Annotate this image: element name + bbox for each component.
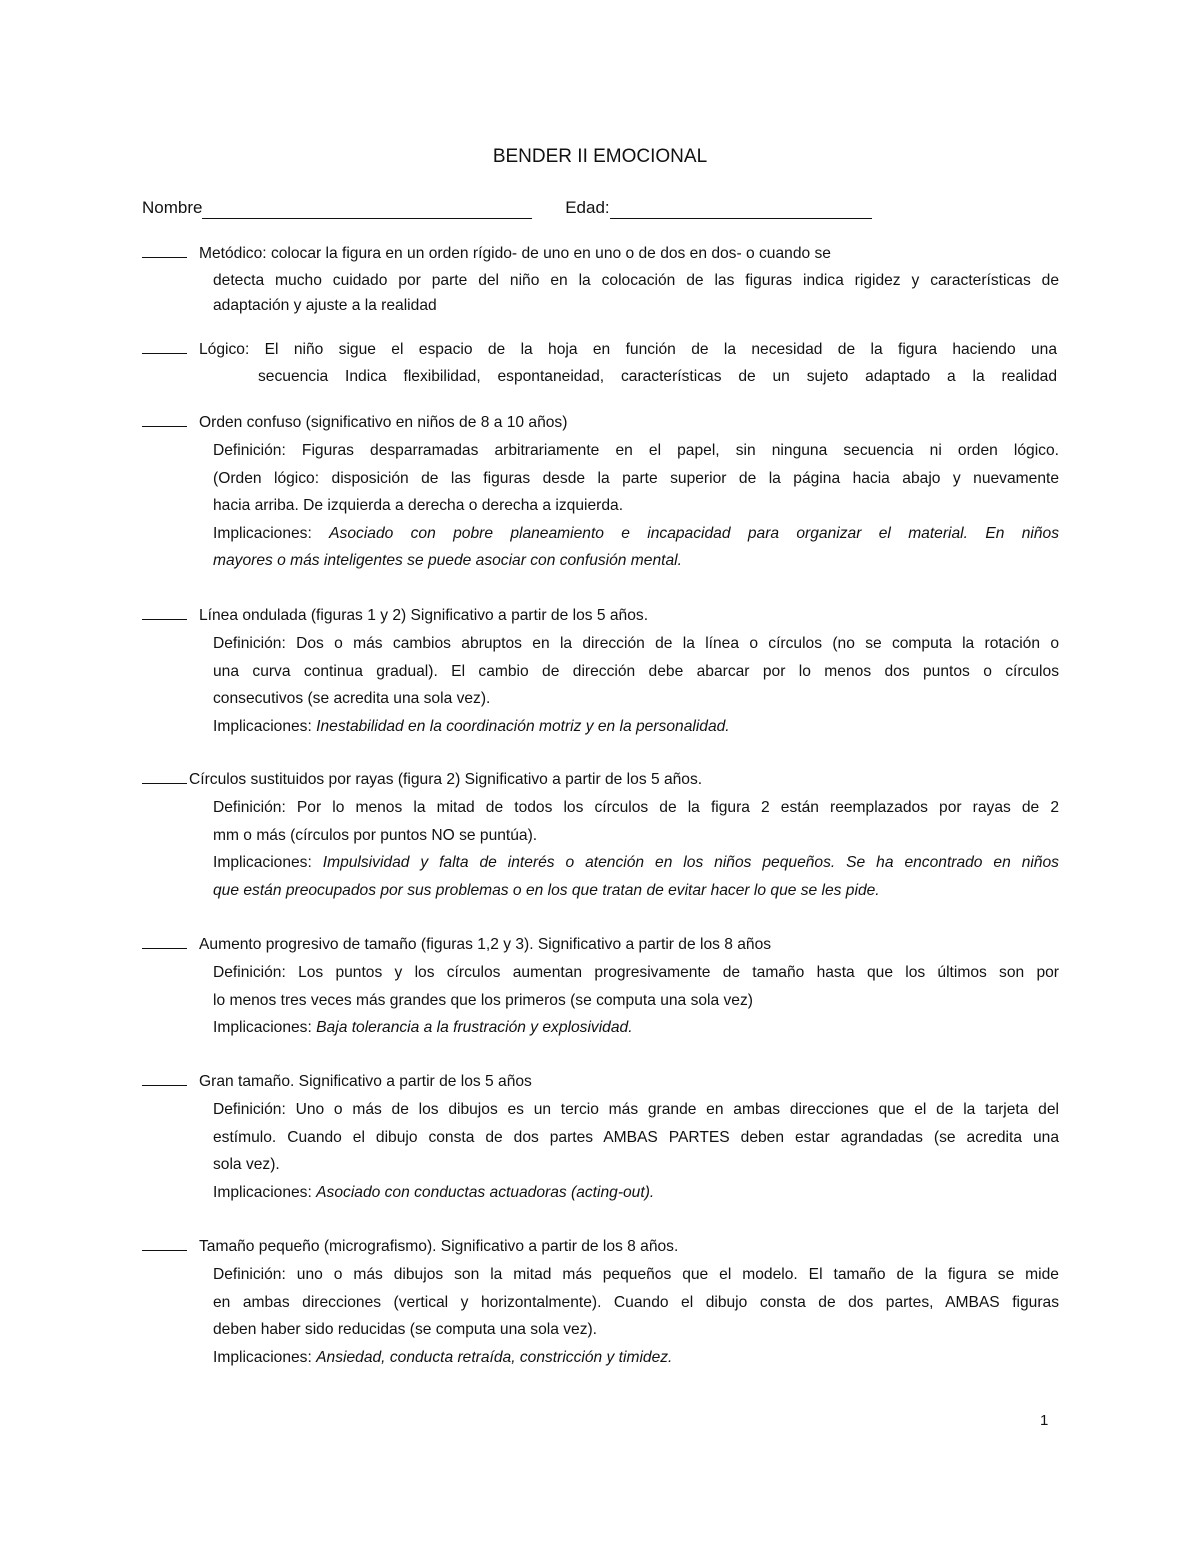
item-metodico [142,240,1059,318]
implications-label: Implicaciones: [213,854,312,871]
item-head: Tamaño pequeño (micrografismo). Significativo a partir de los 8 años. [199,1238,679,1255]
item-head: Aumento progresivo de tamaño (figuras 1,2 y 3). Significativo a partir de los 8 años [199,936,772,953]
item-linea-ondulada [142,602,1059,740]
item-aumento-progresivo [142,931,1059,1042]
name-age-line [142,197,872,219]
definition-text: consecutivos (se acredita una sola vez). [213,690,491,707]
page-number: 1 [1040,1412,1049,1429]
item-head: Metódico: colocar la figura en un orden rígido- de uno en uno o de dos en dos- o cuando se [199,245,831,262]
age-label: Edad: [565,198,610,217]
item-line: detecta mucho cuidado por parte del niño en la colocación de las figuras indica rigidez y características de [213,272,1059,289]
item-circulos-sustituidos [142,766,1059,904]
item-tamano-pequeno [142,1233,1059,1371]
definition-text: Dos o más cambios abruptos en la dirección de la línea o círculos (no se computa la rotación o [296,635,1059,652]
check-blank[interactable] [142,336,187,354]
item-line: secuencia Indica flexibilidad, espontaneidad, características de un sujeto adaptado a la realidad [258,368,1057,385]
implications-text: Inestabilidad en la coordinación motriz y en la personalidad. [316,717,730,735]
definition-text: Uno o más de los dibujos es un tercio más grande en ambas direcciones que el de la tarjeta del [295,1101,1059,1118]
definition-label: Definición: [213,442,286,459]
definition-text: (Orden lógico: disposición de las figuras desde la parte superior de la página hacia abajo y nuevamente [213,469,1059,487]
item-logico [142,336,1057,390]
implications-label: Implicaciones: [213,717,312,735]
item-orden-confuso [142,409,1059,575]
definition-text: Los puntos y los círculos aumentan progresivamente de tamaño hasta que los últimos son por [298,964,1059,981]
implications-label: Implicaciones: [213,524,312,542]
check-blank[interactable] [142,240,187,258]
check-blank[interactable] [142,1233,187,1251]
item-gran-tamano [142,1068,1059,1206]
definition-label: Definición: [213,799,286,816]
definition-label: Definición: [213,635,286,652]
check-blank[interactable] [142,766,187,784]
implications-text: Baja tolerancia a la frustración y explosividad. [316,1019,633,1036]
check-blank[interactable] [142,1068,187,1086]
implications-text: Asociado con pobre planeamiento e incapacidad para organizar el material. En niños [329,524,1059,542]
implications-label: Implicaciones: [213,1019,312,1036]
page-title: BENDER II EMOCIONAL [492,146,708,167]
check-blank[interactable] [142,409,187,427]
definition-text: Figuras desparramadas arbitrariamente en el papel, sin ninguna secuencia ni orden lógico. [301,442,1059,459]
check-blank[interactable] [142,602,187,620]
item-head: Línea ondulada (figuras 1 y 2) Significativo a partir de los 5 años. [199,607,649,624]
item-line: adaptación y ajuste a la realidad [213,297,437,314]
implications-text: mayores o más inteligentes se puede asociar con confusión mental. [213,552,682,569]
definition-text: sola vez). [213,1156,280,1173]
definition-text: deben haber sido reducidas (se computa una sola vez). [213,1321,598,1338]
definition-text: Por lo menos la mitad de todos los círculos de la figura 2 están reemplazados por rayas de 2 [296,799,1059,816]
item-head: Lógico: El niño sigue el espacio de la hoja en función de la necesidad de la figura haciendo una [199,341,1057,358]
definition-text: una curva continua gradual). El cambio de dirección debe abarcar por lo menos dos puntos o círculos [213,662,1059,680]
definition-text: estímulo. Cuando el dibujo consta de dos partes AMBAS PARTES deben estar agrandadas (se acredita una [213,1128,1059,1146]
check-blank[interactable] [142,931,187,949]
definition-text: lo menos tres veces más grandes que los primeros (se computa una sola vez) [213,991,753,1009]
implications-label: Implicaciones: [213,1183,312,1201]
definition-label: Definición: [213,1266,286,1283]
item-head: Orden confuso (significativo en niños de 8 a 10 años) [199,414,568,431]
implications-text: Asociado con conductas actuadoras (acting-out). [316,1183,655,1201]
definition-text: en ambas direcciones (vertical y horizontalmente). Cuando el dibujo consta de dos partes, AMBAS figuras [213,1293,1059,1311]
implications-label: Implicaciones: [213,1348,312,1366]
name-label: Nombre [142,198,203,217]
definition-text: uno o más dibujos son la mitad más pequeños que el modelo. El tamaño de la figura se mide [296,1266,1059,1283]
definition-text: hacia arriba. De izquierda a derecha o derecha a izquierda. [213,497,624,514]
implications-text: Ansiedad, conducta retraída, constricción y timidez. [316,1348,673,1366]
age-field[interactable] [610,201,872,219]
implications-text: que están preocupados por sus problemas o en los que tratan de evitar hacer lo que se les pide. [213,881,880,899]
name-field[interactable] [202,201,532,219]
implications-text: Impulsividad y falta de interés o atención en los niños pequeños. Se ha encontrado en niños [322,854,1059,871]
item-head: Círculos sustituidos por rayas (figura 2) Significativo a partir de los 5 años. [189,771,703,788]
item-head: Gran tamaño. Significativo a partir de los 5 años [199,1073,532,1090]
definition-text: mm o más (círculos por puntos NO se puntúa). [213,826,538,844]
definition-label: Definición: [213,964,286,981]
definition-label: Definición: [213,1101,286,1118]
